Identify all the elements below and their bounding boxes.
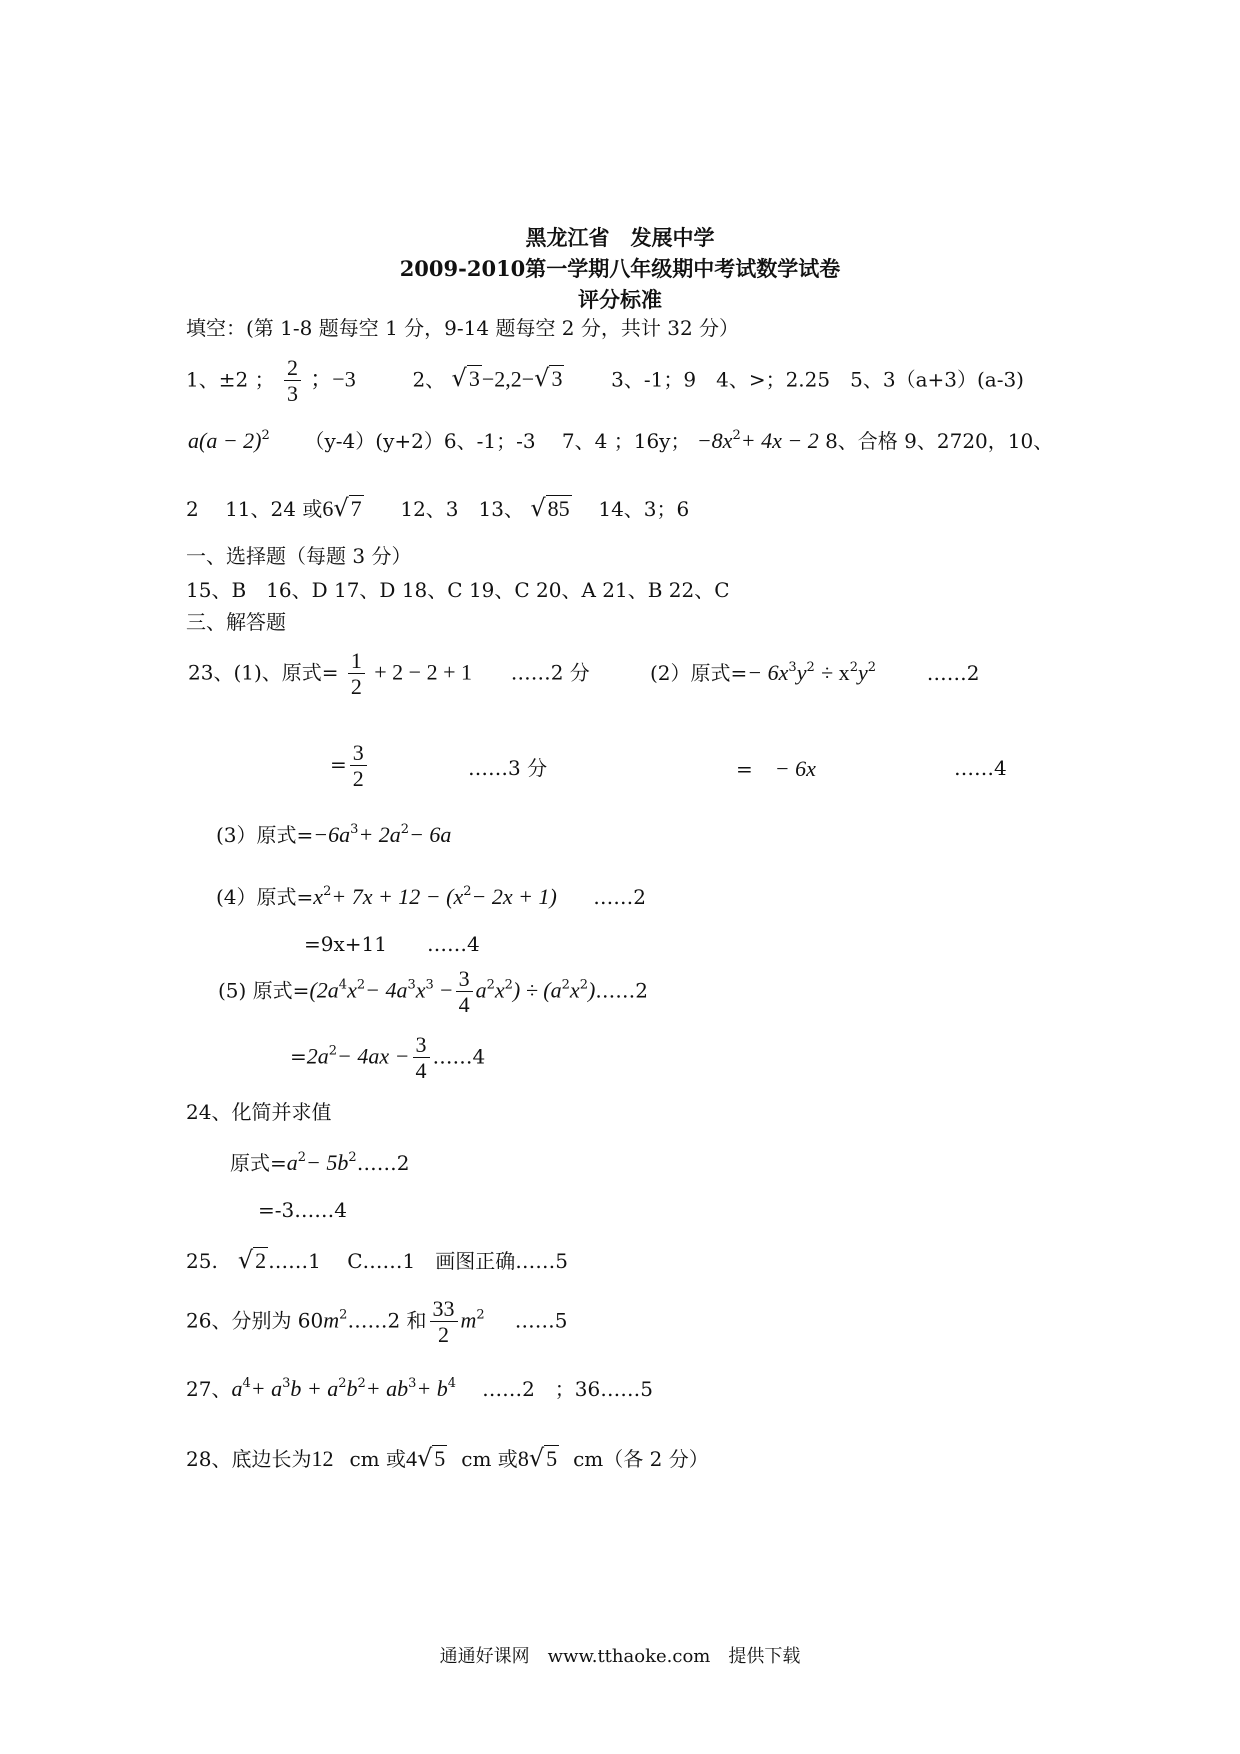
fill-row-1: 1、±2 ； $\frac{2}{3}$ ；−3 2、 √3−2,2−√3 3、-1；9 4、>；2.25 5、3（a+3）(a-3) — [186, 355, 1024, 407]
q26-line: 26、分别为 $60m^2\dots\dots 2$ 和 $\frac{33}{2}$ $m^2$ ……5 — [186, 1296, 568, 1348]
q24-heading: 24、化简并求值 — [186, 1100, 332, 1124]
fraction: $\frac{33}{2}$ — [430, 1296, 458, 1348]
q23-part-5: (5) 原式$=(2a^4x^2- 4a^3x^3$ − $\frac{3}{4}$ $a^2x^2$) ÷ $(a^2x^2)\dots\dots 2$ — [218, 966, 649, 1018]
q28-line: 28、底边长为12 cm 或4√5 cm 或8√5 cm（各 2 分） — [186, 1444, 709, 1472]
fraction: $\frac{3}{2}$ — [350, 740, 367, 792]
sqrt: √85 — [530, 494, 570, 522]
fill-row-3: 2 11、24 或6√7 12、3 13、 √85 14、3；6 — [186, 494, 690, 522]
q25-line: 25. √2 ……1 C……1 画图正确……5 — [186, 1246, 568, 1274]
fraction: $\frac{3}{4}$ — [456, 966, 473, 1018]
sqrt: √2 — [237, 1246, 267, 1274]
q23-part-4: (4）原式$=x^2+ 7x + 12 - (x^2- 2x + 1)$ ……2 — [216, 884, 646, 909]
q23-part-3: (3）原式$=-6a^3+ 2a^2- 6a$ — [216, 822, 452, 847]
fill-row-2: $a(a - 2)^2$ （y-4）(y+2）6、-1；-3 7、4 ；16y； $-8x^2+ 4x - 2$ 8、合格 9、2720，10、 — [188, 428, 1054, 453]
sqrt: √3 — [534, 364, 563, 393]
q24-line-2: =-3……4 — [258, 1198, 347, 1222]
sqrt: √7 — [333, 494, 362, 522]
fraction: $\frac{3}{4}$ — [413, 1032, 430, 1084]
grading-title: 评分标准 — [578, 287, 662, 312]
q23-2-result: = − 6x — [736, 756, 816, 781]
q23-2-score-2: ……4 — [954, 756, 1007, 780]
fill-heading: 填空：(第 1-8 题每空 1 分，9-14 题每空 2 分，共计 32 分） — [186, 316, 740, 340]
q23-1-score-2: ……3 分 — [468, 756, 548, 780]
q23-part-2: (2）原式=− $6x^3y^2 \div x^2y^2$ ……2 — [650, 660, 980, 685]
choice-heading: 一、选择题（每题 3 分） — [186, 544, 412, 568]
q23-part-4-result: =9x+11 ……4 — [304, 932, 480, 956]
footer-source: 通通好课网 www.tthaoke.com 提供下载 — [439, 1646, 801, 1667]
q23-part-5-result: $=2a^2- 4ax$ − $\frac{3}{4}$ ……4 — [290, 1032, 486, 1084]
q24-line-1: 原式$=a^2-$ $5b^2\dots\dots 2$ — [230, 1150, 410, 1175]
fraction: $\frac{1}{2}$ — [348, 648, 365, 700]
solve-heading: 三、解答题 — [186, 610, 286, 634]
choice-answers: 15、B 16、D 17、D 18、C 19、C 20、A 21、B 22、C — [186, 578, 730, 602]
exam-title: 2009-2010第一学期八年级期中考试数学试卷 — [399, 256, 841, 281]
q27-line: 27、$a^4+ a^3b + a^2b^2+ ab^3+ b^4$ ……2 ；36……5 — [186, 1376, 653, 1401]
q23-line-2: = $\frac{3}{2}$ — [330, 740, 370, 792]
fraction: $\frac{2}{3}$ — [284, 355, 301, 407]
q23-line-1: 23、(1)、原式= $\frac{1}{2}$ + 2 − 2 + 1 ……2 分 — [188, 648, 590, 700]
sqrt: √3 — [451, 364, 480, 393]
sqrt: √5 — [528, 1444, 558, 1472]
sqrt: √5 — [416, 1444, 446, 1472]
school-title: 黑龙江省 发展中学 — [525, 225, 715, 250]
